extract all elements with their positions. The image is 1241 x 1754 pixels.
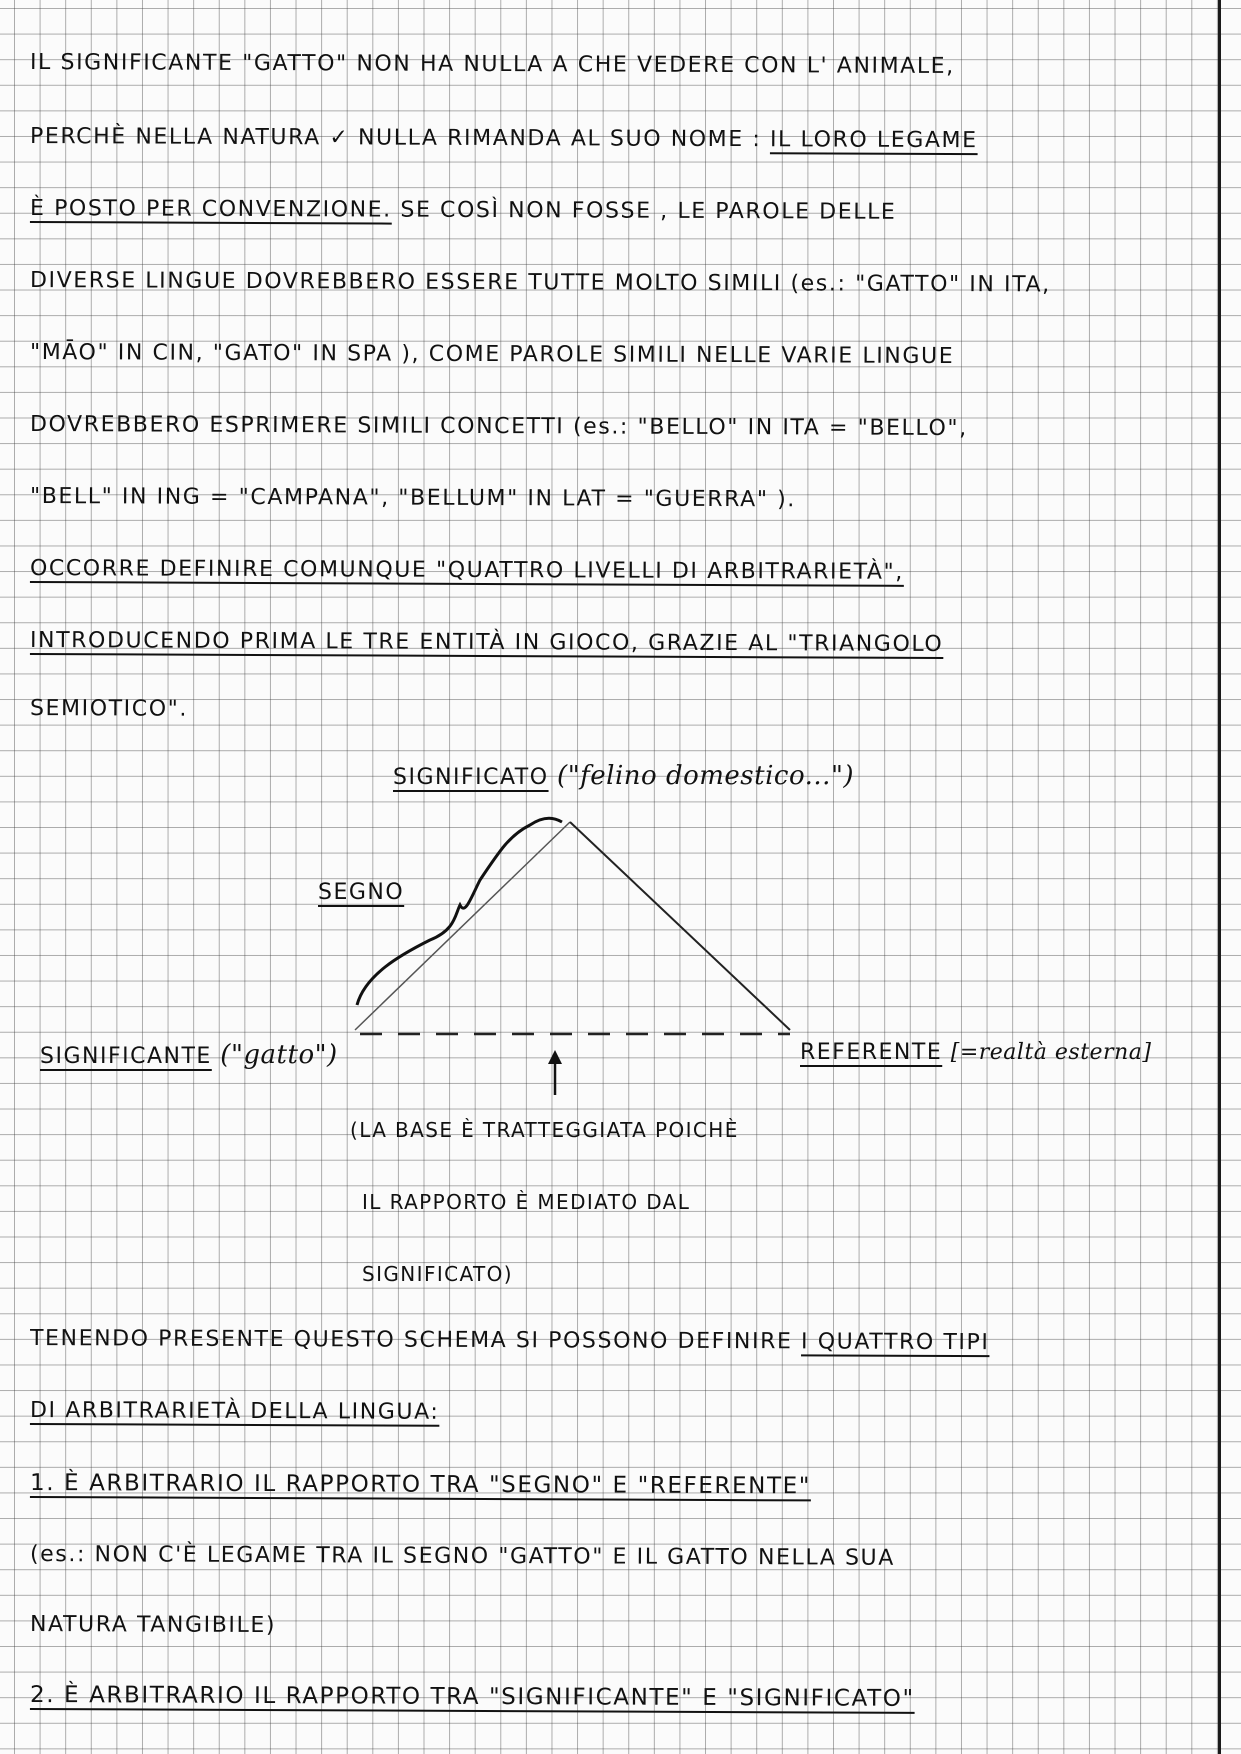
diagram-note-line: SIGNIFICATO) — [362, 1262, 514, 1286]
significante-example: ("gatto") — [220, 1040, 338, 1070]
significato-label-group — [393, 763, 854, 789]
text-line: IL SIGNIFICANTE "GATTO" NON HA NULLA A CHE VEDERE CON L' ANIMALE, — [29, 50, 955, 80]
triangle-left-side — [355, 822, 570, 1030]
text-line: "BELL" IN ING = "CAMPANA", "BELLUM" IN LAT = "GUERRA" ). — [29, 484, 797, 513]
text-line: DI ARBITRARIETÀ DELLA LINGUA: — [29, 1398, 440, 1425]
text-segment: TENENDO PRESENTE QUESTO SCHEMA SI POSSONO DEFINIRE — [29, 1326, 802, 1355]
text-line: (es.: NON C'È LEGAME TRA IL SEGNO "GATTO" E IL GATTO NELLA SUA — [29, 1542, 895, 1571]
text-line: "MĀO" IN CIN, "GATO" IN SPA ), COME PAROLE SIMILI NELLE VARIE LINGUE — [29, 340, 955, 370]
underlined-phrase: È POSTO PER CONVENZIONE. — [29, 196, 392, 223]
significante-label: SIGNIFICANTE — [40, 1044, 212, 1069]
referente-label-group — [800, 1042, 1151, 1064]
significante-label-group — [40, 1042, 338, 1068]
segno-brace — [357, 818, 562, 1005]
text-line: NATURA TANGIBILE) — [29, 1612, 277, 1639]
text-line: DIVERSE LINGUE DOVREBBERO ESSERE TUTTE MOLTO SIMILI (es.: "GATTO" IN ITA, — [29, 268, 1051, 298]
list-item: 2. È ARBITRARIO IL RAPPORTO TRA "SIGNIFICANTE" E "SIGNIFICATO" — [29, 1682, 915, 1712]
text-segment: SE COSÌ NON FOSSE , LE PAROLE DELLE — [391, 197, 897, 225]
diagram-note-line: IL RAPPORTO È MEDIATO DAL — [362, 1190, 691, 1214]
text-line: INTRODUCENDO PRIMA LE TRE ENTITÀ IN GIOCO, GRAZIE AL "TRIANGOLO — [29, 628, 944, 657]
significato-example: ("felino domestico...") — [557, 761, 855, 791]
triangle-right-side — [570, 822, 790, 1030]
referente-label: REFERENTE — [800, 1040, 943, 1065]
text-segment: PERCHÈ NELLA NATURA ✓ NULLA RIMANDA AL SUO NOME : — [29, 124, 771, 153]
text-line: OCCORRE DEFINIRE COMUNQUE "QUATTRO LIVELLI DI ARBITRARIETÀ", — [29, 556, 904, 585]
underlined-phrase: I QUATTRO TIPI — [801, 1329, 990, 1356]
segno-label: SEGNO — [318, 880, 405, 905]
diagram-note-line: (LA BASE È TRATTEGGIATA POICHÈ — [350, 1118, 739, 1142]
referente-note: [=realtà esterna] — [950, 1040, 1152, 1065]
significato-label: SIGNIFICATO — [393, 765, 549, 790]
text-line: SEMIOTICO". — [29, 696, 189, 722]
arrow-head-icon — [548, 1050, 562, 1064]
text-line — [30, 1328, 1201, 1355]
text-line: DOVREBBERO ESPRIMERE SIMILI CONCETTI (es.: "BELLO" IN ITA = "BELLO", — [29, 412, 968, 442]
list-item: 1. È ARBITRARIO IL RAPPORTO TRA "SEGNO" E "REFERENTE" — [29, 1470, 812, 1500]
underlined-phrase: IL LORO LEGAME — [769, 127, 978, 154]
